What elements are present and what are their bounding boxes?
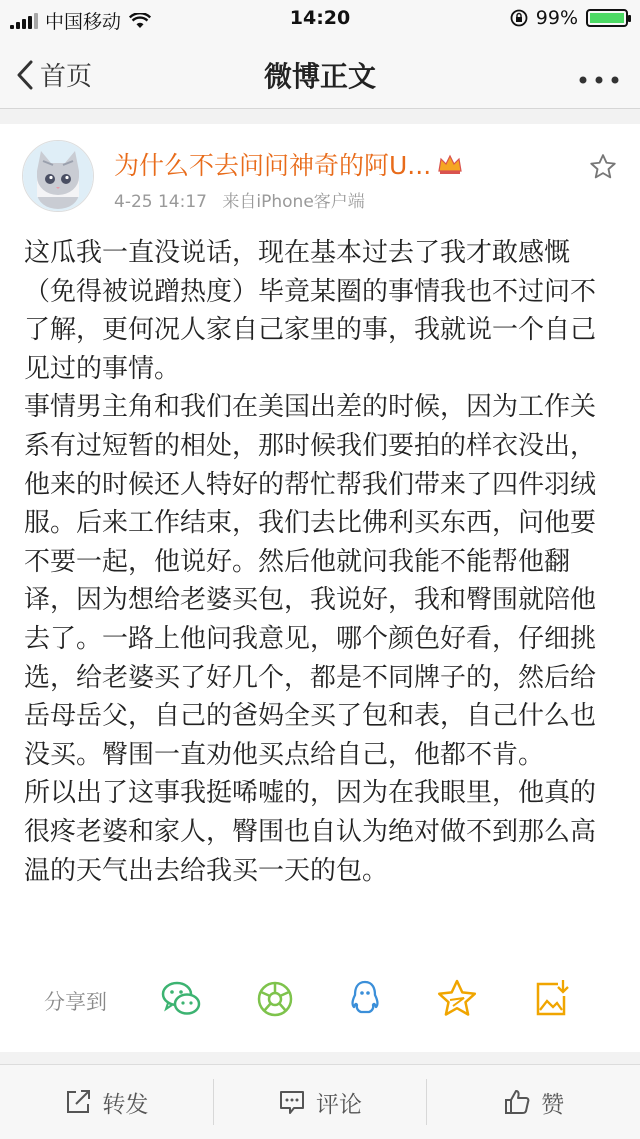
share-wechat-button[interactable] bbox=[158, 976, 204, 1022]
page-title: 微博正文 bbox=[263, 60, 376, 93]
star-outline-icon bbox=[588, 152, 618, 182]
status-right bbox=[510, 7, 628, 29]
favorite-button[interactable] bbox=[588, 152, 618, 186]
share-moments-button[interactable] bbox=[252, 976, 298, 1022]
status-bar bbox=[0, 0, 640, 36]
comment-button[interactable] bbox=[214, 1065, 427, 1139]
nav-bar bbox=[0, 36, 640, 109]
more-dots-icon bbox=[578, 75, 620, 85]
carrier-name: 中国移动 bbox=[45, 11, 122, 33]
post-meta bbox=[114, 187, 365, 212]
post-paragraph: 这瓜我一直没说话，现在基本过去了我才敢感慨（免得被说蹭热度）毕竟某圈的事情我也不过问不了解，更何况人家自己家里的事，我就说一个自己见过的事情。 bbox=[24, 238, 597, 384]
share-save-image-button[interactable] bbox=[528, 976, 574, 1022]
moments-icon bbox=[252, 976, 298, 1022]
username-text: 为什么不去问问神奇的阿U... bbox=[114, 151, 432, 180]
avatar[interactable] bbox=[22, 140, 94, 212]
forward-label: 转发 bbox=[102, 1091, 149, 1118]
comment-label: 评论 bbox=[316, 1091, 362, 1118]
post-body bbox=[24, 234, 614, 890]
battery-percent: 99% bbox=[535, 7, 578, 29]
save-image-icon bbox=[528, 976, 574, 1022]
vip-crown-icon bbox=[437, 153, 463, 175]
battery-icon bbox=[586, 9, 628, 27]
thumbs-up-icon bbox=[503, 1088, 531, 1116]
post-paragraph: 事情男主角和我们在美国出差的时候，因为工作关系有过短暂的相处，那时候我们要拍的样衣没出，他来的时候还人特好的帮忙帮我们带来了四件羽绒服。后来工作结束，我们去比佛利买东西，问他要不要一起，他说好。然后他就问我能不能帮他翻译，因为想给老婆买包，我说好，我和臀围就陪他去了。一路上他问我意见，哪个颜色好看，仔细挑选，给老婆买了好几个，都是不同牌子的，然后给岳母岳父，自己的爸妈全买了包和表，自己什么也没买。臀围一直劝他买点给自己，他都不肯。 bbox=[24, 392, 597, 770]
forward-button[interactable] bbox=[0, 1065, 213, 1139]
share-label: 分享到 bbox=[44, 990, 107, 1014]
back-label: 首页 bbox=[40, 62, 93, 92]
like-label: 赞 bbox=[541, 1091, 565, 1118]
action-bar bbox=[0, 1064, 640, 1139]
status-time: 14:20 bbox=[289, 7, 351, 29]
share-qzone-button[interactable] bbox=[434, 976, 480, 1022]
share-qq-button[interactable] bbox=[342, 976, 388, 1022]
cat-avatar-icon bbox=[23, 141, 93, 211]
post-card bbox=[0, 124, 640, 1052]
post-paragraph: 所以出了这事我挺唏嘘的，因为在我眼里，他真的很疼老婆和家人，臀围也自认为绝对做不到那么高温的天气出去给我买一天的包。 bbox=[24, 778, 597, 886]
post-time: 4-25 14:17 bbox=[114, 192, 207, 212]
forward-icon bbox=[64, 1088, 92, 1116]
post-source: 来自iPhone客户端 bbox=[222, 192, 365, 212]
more-options-button[interactable] bbox=[578, 58, 620, 93]
wechat-icon bbox=[158, 976, 204, 1022]
orientation-lock-icon bbox=[510, 9, 528, 27]
qq-icon bbox=[342, 976, 388, 1022]
qzone-star-icon bbox=[434, 976, 480, 1022]
share-row bbox=[0, 964, 640, 1034]
post-username[interactable] bbox=[114, 146, 463, 182]
like-button[interactable] bbox=[427, 1065, 640, 1139]
comment-icon bbox=[278, 1088, 306, 1116]
